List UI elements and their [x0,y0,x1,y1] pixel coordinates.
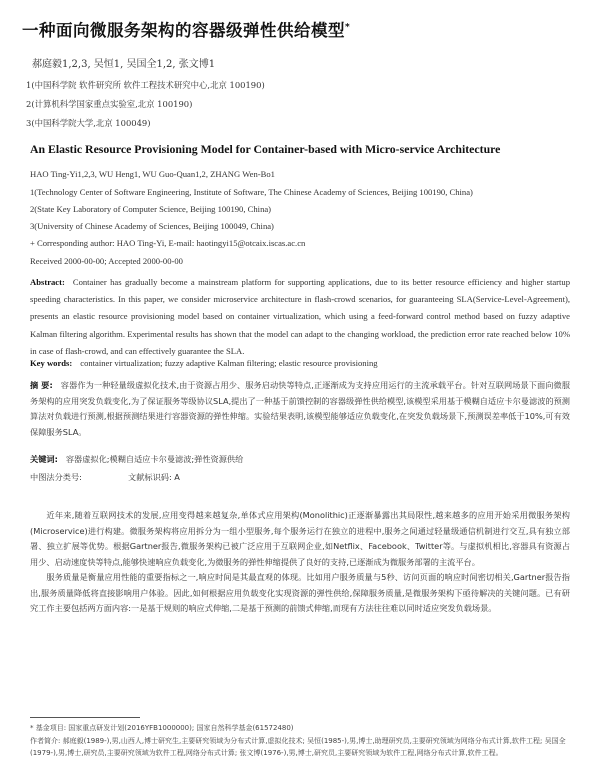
body-paragraph-1: 近年来,随着互联网技术的发展,应用变得越来越复杂,单体式应用架构(Monolithic)正逐渐暴露出其局限性,越来越多的应用开始采用微服务架构(Microservice)进行构建。微服务架构将应用拆分为一组小型服务,每个服务运行在独立的进程中,服务之间通过轻量级通信机制进行交互,具有独立部署、独立扩展等优势。根据Gartner报告,微服务架构已被广泛应用于互联网企业,如Netflix、Facebook、Twitter等。与虚拟机相比,容器具有资源占用少、启动速度快等特点,能够快速响应负载变化,为微服务的弹性伸缩提供了良好的支持,已逐渐成为微服务部署的主流平台。 [30,510,570,567]
affiliation-en-3: 3(University of Chinese Academy of Sciences, Beijing 100049, China) [30,221,274,231]
abstract-cn-text: 容器作为一种轻量级虚拟化技术,由于资源占用少、服务启动快等特点,正逐渐成为支持应用运行的主流承载平台。针对互联网场景下面向微服务架构的应用突发负载变化,为了保证服务等级协议SLA,提出了一种基于前馈控制的容器级弹性供给模型,该模型采用基于模糊自适应卡尔曼滤波的预测算法对负载进行预测,根据预测结果进行容器资源的弹性伸缩。实验结果表明,该模型能够适应负载变化,在突发负载场景下,预测误差率低于10%,可有效保障服务SLA。 [30,380,571,437]
abstract-en [30,274,570,360]
authors-cn: 郝庭毅1,2,3, 吴恒1, 吴国全1,2, 张文博1 [32,59,216,70]
affiliation-cn-2: 2(计算机科学国家重点实验室,北京 100190) [26,99,193,109]
footnote-funding: * 基金项目: 国家重点研发计划(2016YFB1000000); 国家自然科学基金(61572480) [30,724,294,732]
affiliation-cn-1: 1(中国科学院 软件研究所 软件工程技术研究中心,北京 100190) [26,80,265,90]
authors-en: HAO Ting-Yi1,2,3, WU Heng1, WU Guo-Quan1,2, ZHANG Wen-Bo1 [30,169,275,179]
classification-label: 中图法分类号: [30,472,82,482]
affiliation-en-1: 1(Technology Center of Software Engineering, Institute of Software, The Chinese Academy of Sciences, Beijing 100190, China) [30,187,473,197]
paper-title-en: An Elastic Resource Provisioning Model for Container-based with Micro-service Architecture [30,142,501,156]
keywords-en [30,358,570,368]
paper-title-cn [22,17,350,41]
document-code: 文献标识码: A [128,472,180,482]
body-paragraph-2: 服务质量是衡量应用性能的重要指标之一,响应时间是其最直观的体现。比如用户服务质量与5秒、访问页面的响应时间密切相关,Gartner报告指出,服务质量降低将直接影响用户体验。因此,如何根据应用负载变化实现资源的弹性供给,保障服务质量,是微服务架构下亟待解决的关键问题。已有研究工作主要包括两方面内容:一是基于规则的响应式伸缩,二是基于预测的前馈式伸缩,而现有方法往往难以同时适应突发负载场景。 [30,572,570,613]
body-text [30,508,570,617]
title-cn-text: 一种面向微服务架构的容器级弹性供给模型 [22,21,345,40]
keywords-en-text: container virtualization; fuzzy adaptive Kalman filtering; elastic resource provisioning [80,358,378,368]
title-footnote-mark: * [345,22,351,33]
keywords-cn-label: 关键词: [30,454,58,464]
footnote-rule [30,717,140,718]
abstract-cn-label: 摘 要: [30,380,53,390]
abstract-label: Abstract: [30,277,65,287]
keywords-label: Key words: [30,358,73,368]
received-date: Received 2000-00-00; Accepted 2000-00-00 [30,256,183,266]
abstract-cn [30,378,570,440]
keywords-cn [30,454,243,465]
corresponding-author: + Corresponding author: HAO Ting-Yi, E-mail: haotingyi15@otcaix.iscas.ac.cn [30,238,306,248]
abstract-en-text: Container has gradually become a mainstream platform for supporting applications, due to its better resource efficiency and higher startup speeding characteristics. In this paper, we consider microservice architecture in flash-crowd scenarios, for guaranteeing SLA(Service-Level-Agreement), presents an elastic resource provisioning model based on container virtualization, which using a feed-forward control method based on fuzzy adaptive Kalman filtering algorithm. Experimental results has shown that the model can adapt to the changing workload, the prediction error rate reached below 10% in case of flash-crowd, and can effectively guarantee the SLA. [30,277,570,356]
keywords-cn-text: 容器虚拟化;模糊自适应卡尔曼滤波;弹性资源供给 [65,454,244,464]
affiliation-en-2: 2(State Key Laboratory of Computer Science, Beijing 100190, China) [30,204,272,214]
footnote-authors: 作者简介: 郝庭毅(1989-),男,山西人,博士研究生,主要研究领域为分布式计算,虚拟化技术; 吴恒(1985-),男,博士,助理研究员,主要研究领域为网络分布式计算,软件工程; 吴国全(1979-),男,博士,研究员,主要研究领域为软件工程,网络分布式计算; 张文博(1976-),男,博士,研究员,主要研究领域为软件工程,网络分布式计算,软件工程。 [30,737,566,757]
affiliation-cn-3: 3(中国科学院大学,北京 100049) [26,118,151,128]
